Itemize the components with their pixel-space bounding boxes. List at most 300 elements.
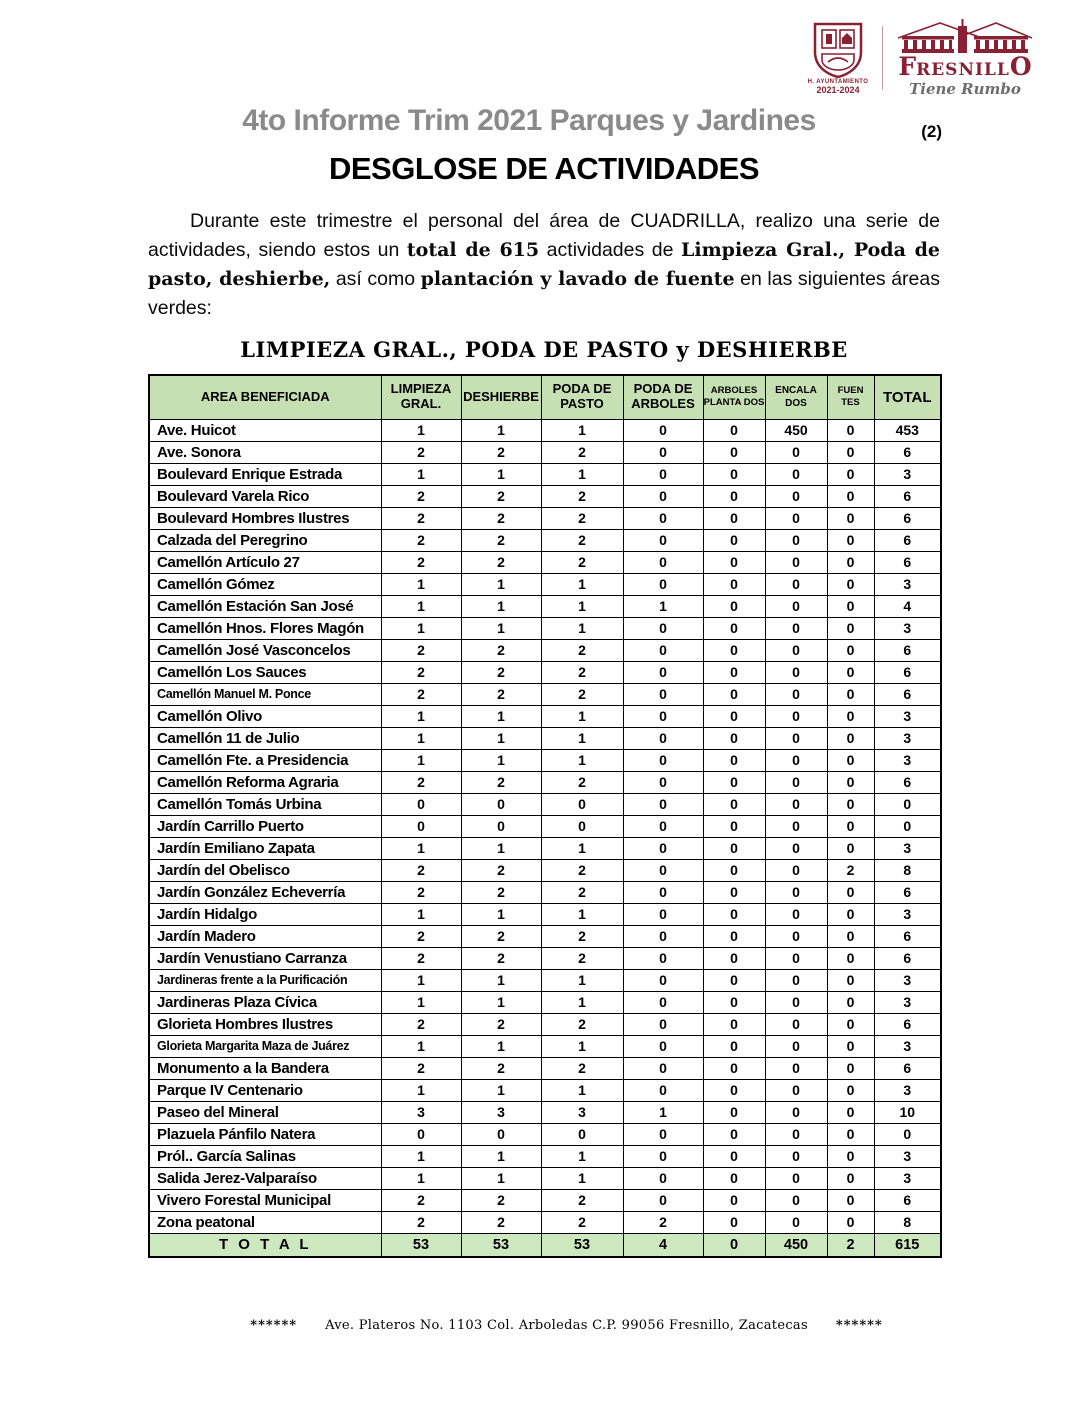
value-cell: 0 — [623, 683, 703, 705]
value-cell: 1 — [381, 969, 461, 991]
table-row — [149, 1123, 941, 1145]
area-name-cell: Glorieta Margarita Maza de Juárez — [149, 1035, 381, 1057]
value-cell: 0 — [765, 1123, 827, 1145]
value-cell: 0 — [827, 463, 874, 485]
value-cell: 0 — [703, 617, 765, 639]
value-cell: 0 — [703, 969, 765, 991]
value-cell: 0 — [623, 1079, 703, 1101]
value-cell: 2 — [541, 1211, 623, 1233]
table-row — [149, 573, 941, 595]
table-body — [149, 419, 941, 1233]
crest-shield-icon — [812, 22, 864, 78]
value-cell: 6 — [874, 1057, 941, 1079]
value-cell: 1 — [541, 837, 623, 859]
intro-paragraph — [148, 207, 940, 323]
value-cell: 0 — [623, 815, 703, 837]
value-cell: 0 — [623, 639, 703, 661]
fresnillo-logo — [798, 12, 1040, 104]
table-row — [149, 815, 941, 837]
value-cell: 0 — [703, 551, 765, 573]
value-cell: 2 — [541, 1189, 623, 1211]
value-cell: 1 — [381, 991, 461, 1013]
area-name-cell: Vivero Forestal Municipal — [149, 1189, 381, 1211]
value-cell: 0 — [623, 485, 703, 507]
value-cell: 1 — [541, 727, 623, 749]
value-cell: 0 — [765, 815, 827, 837]
value-cell: 0 — [703, 419, 765, 441]
total-value-cell: 53 — [541, 1233, 623, 1257]
value-cell: 3 — [874, 1167, 941, 1189]
value-cell: 2 — [461, 441, 541, 463]
value-cell: 0 — [623, 1013, 703, 1035]
intro-bold: plantación y lavado de fuente — [420, 268, 735, 290]
area-name-cell: Calzada del Peregrino — [149, 529, 381, 551]
value-cell: 0 — [827, 947, 874, 969]
value-cell: 4 — [874, 595, 941, 617]
area-name-cell: Camellón Gómez — [149, 573, 381, 595]
value-cell: 0 — [703, 485, 765, 507]
value-cell: 0 — [703, 925, 765, 947]
value-cell: 0 — [827, 573, 874, 595]
value-cell: 0 — [703, 1035, 765, 1057]
value-cell: 0 — [623, 1057, 703, 1079]
value-cell: 6 — [874, 925, 941, 947]
area-name-cell: Jardineras frente a la Purificación — [149, 969, 381, 991]
value-cell: 2 — [461, 947, 541, 969]
area-name-cell: Jardín Venustiano Carranza — [149, 947, 381, 969]
value-cell: 0 — [827, 749, 874, 771]
table-row — [149, 1145, 941, 1167]
value-cell: 1 — [461, 969, 541, 991]
table-row — [149, 1101, 941, 1123]
value-cell: 3 — [874, 1079, 941, 1101]
value-cell: 2 — [541, 859, 623, 881]
value-cell: 6 — [874, 485, 941, 507]
value-cell: 1 — [381, 573, 461, 595]
area-name-cell: Salida Jerez-Valparaíso — [149, 1167, 381, 1189]
value-cell: 6 — [874, 507, 941, 529]
value-cell: 2 — [381, 1013, 461, 1035]
value-cell: 0 — [827, 551, 874, 573]
area-name-cell: Camellón Reforma Agraria — [149, 771, 381, 793]
value-cell: 0 — [765, 925, 827, 947]
value-cell: 0 — [703, 771, 765, 793]
value-cell: 0 — [874, 815, 941, 837]
value-cell: 0 — [827, 485, 874, 507]
value-cell: 0 — [623, 749, 703, 771]
value-cell: 0 — [765, 441, 827, 463]
area-name-cell: Camellón Estación San José — [149, 595, 381, 617]
value-cell: 1 — [541, 463, 623, 485]
value-cell: 0 — [623, 969, 703, 991]
value-cell: 1 — [541, 903, 623, 925]
kiosk-icon — [896, 18, 1034, 56]
value-cell: 0 — [623, 793, 703, 815]
value-cell: 1 — [461, 1079, 541, 1101]
value-cell: 1 — [541, 419, 623, 441]
area-name-cell: Monumento a la Bandera — [149, 1057, 381, 1079]
value-cell: 2 — [541, 1057, 623, 1079]
value-cell: 0 — [827, 1189, 874, 1211]
value-cell: 6 — [874, 661, 941, 683]
value-cell: 450 — [765, 419, 827, 441]
value-cell: 2 — [381, 639, 461, 661]
intro-seg: en las siguientes áreas verdes: — [148, 268, 940, 319]
value-cell: 2 — [381, 441, 461, 463]
value-cell: 0 — [703, 1079, 765, 1101]
value-cell: 1 — [461, 617, 541, 639]
table-row — [149, 947, 941, 969]
value-cell: 3 — [874, 1035, 941, 1057]
value-cell: 8 — [874, 859, 941, 881]
table-row — [149, 903, 941, 925]
value-cell: 0 — [827, 617, 874, 639]
value-cell: 0 — [827, 595, 874, 617]
value-cell: 0 — [703, 991, 765, 1013]
table-row — [149, 595, 941, 617]
table-row — [149, 771, 941, 793]
value-cell: 1 — [461, 991, 541, 1013]
value-cell: 0 — [765, 837, 827, 859]
value-cell: 0 — [703, 595, 765, 617]
area-name-cell: Plazuela Pánfilo Natera — [149, 1123, 381, 1145]
value-cell: 6 — [874, 529, 941, 551]
value-cell: 0 — [874, 1123, 941, 1145]
table-row — [149, 1167, 941, 1189]
value-cell: 0 — [461, 1123, 541, 1145]
value-cell: 0 — [827, 771, 874, 793]
table-row — [149, 1189, 941, 1211]
value-cell: 0 — [765, 463, 827, 485]
value-cell: 0 — [381, 1123, 461, 1145]
value-cell: 10 — [874, 1101, 941, 1123]
table-row — [149, 441, 941, 463]
value-cell: 0 — [703, 793, 765, 815]
value-cell: 2 — [461, 529, 541, 551]
table-row — [149, 661, 941, 683]
value-cell: 1 — [541, 617, 623, 639]
value-cell: 0 — [765, 859, 827, 881]
value-cell: 0 — [827, 639, 874, 661]
value-cell: 3 — [874, 837, 941, 859]
value-cell: 2 — [541, 551, 623, 573]
value-cell: 0 — [827, 1145, 874, 1167]
value-cell: 2 — [461, 771, 541, 793]
table-row — [149, 925, 941, 947]
table-row — [149, 991, 941, 1013]
value-cell: 0 — [703, 749, 765, 771]
crest-years: 2021-2024 — [816, 84, 860, 95]
value-cell: 3 — [874, 1145, 941, 1167]
value-cell: 1 — [541, 573, 623, 595]
value-cell: 1 — [381, 419, 461, 441]
value-cell: 0 — [827, 1057, 874, 1079]
value-cell: 0 — [765, 1211, 827, 1233]
value-cell: 2 — [541, 441, 623, 463]
value-cell: 3 — [874, 727, 941, 749]
total-value-cell: 53 — [461, 1233, 541, 1257]
value-cell: 0 — [703, 639, 765, 661]
value-cell: 0 — [827, 441, 874, 463]
value-cell: 0 — [623, 947, 703, 969]
value-cell: 2 — [461, 925, 541, 947]
value-cell: 0 — [765, 881, 827, 903]
value-cell: 2 — [461, 485, 541, 507]
value-cell: 0 — [623, 859, 703, 881]
value-cell: 0 — [765, 1013, 827, 1035]
value-cell: 3 — [874, 463, 941, 485]
value-cell: 1 — [461, 1035, 541, 1057]
area-name-cell: Camellón Artículo 27 — [149, 551, 381, 573]
value-cell: 0 — [827, 837, 874, 859]
value-cell: 2 — [541, 683, 623, 705]
value-cell: 2 — [461, 1189, 541, 1211]
value-cell: 2 — [541, 925, 623, 947]
value-cell: 6 — [874, 551, 941, 573]
value-cell: 0 — [765, 705, 827, 727]
value-cell: 0 — [461, 793, 541, 815]
value-cell: 1 — [541, 1145, 623, 1167]
value-cell: 0 — [765, 661, 827, 683]
value-cell: 1 — [381, 749, 461, 771]
value-cell: 1 — [541, 1079, 623, 1101]
value-cell: 0 — [703, 881, 765, 903]
value-cell: 1 — [381, 595, 461, 617]
table-row — [149, 639, 941, 661]
table-row — [149, 793, 941, 815]
value-cell: 0 — [703, 705, 765, 727]
crest — [798, 22, 878, 95]
value-cell: 2 — [541, 771, 623, 793]
col-header-encalados: ENCALA DOS — [765, 375, 827, 419]
value-cell: 0 — [765, 969, 827, 991]
value-cell: 0 — [765, 1035, 827, 1057]
value-cell: 0 — [703, 1123, 765, 1145]
value-cell: 0 — [827, 1167, 874, 1189]
value-cell: 0 — [703, 573, 765, 595]
header-row — [149, 375, 941, 419]
total-value-cell: 0 — [703, 1233, 765, 1257]
crest-caption: H. AYUNTAMIENTO — [807, 78, 869, 85]
value-cell: 3 — [874, 903, 941, 925]
total-label-cell: T O T A L — [149, 1233, 381, 1257]
value-cell: 0 — [623, 903, 703, 925]
value-cell: 0 — [623, 1145, 703, 1167]
value-cell: 0 — [461, 815, 541, 837]
intro-seg: Durante este trimestre el personal del área de CUADRILLA, realizo una serie de actividades, siendo estos un — [148, 210, 940, 261]
value-cell: 0 — [765, 771, 827, 793]
value-cell: 0 — [827, 1211, 874, 1233]
value-cell: 0 — [765, 1145, 827, 1167]
value-cell: 1 — [381, 1079, 461, 1101]
value-cell: 2 — [381, 507, 461, 529]
area-name-cell: Ave. Huicot — [149, 419, 381, 441]
value-cell: 0 — [381, 815, 461, 837]
value-cell: 2 — [381, 551, 461, 573]
table-row — [149, 529, 941, 551]
value-cell: 0 — [765, 639, 827, 661]
value-cell: 1 — [381, 1145, 461, 1167]
value-cell: 1 — [381, 727, 461, 749]
value-cell: 453 — [874, 419, 941, 441]
value-cell: 0 — [827, 925, 874, 947]
value-cell: 1 — [381, 1167, 461, 1189]
value-cell: 0 — [827, 1101, 874, 1123]
value-cell: 0 — [703, 727, 765, 749]
value-cell: 2 — [381, 1189, 461, 1211]
value-cell: 0 — [765, 1057, 827, 1079]
value-cell: 1 — [381, 463, 461, 485]
value-cell: 2 — [461, 551, 541, 573]
value-cell: 0 — [765, 617, 827, 639]
value-cell: 2 — [541, 639, 623, 661]
value-cell: 6 — [874, 771, 941, 793]
value-cell: 3 — [874, 617, 941, 639]
value-cell: 0 — [541, 1123, 623, 1145]
area-name-cell: Jardineras Plaza Cívica — [149, 991, 381, 1013]
value-cell: 0 — [623, 661, 703, 683]
value-cell: 0 — [703, 507, 765, 529]
value-cell: 1 — [461, 903, 541, 925]
value-cell: 6 — [874, 441, 941, 463]
value-cell: 0 — [703, 1167, 765, 1189]
value-cell: 1 — [541, 969, 623, 991]
col-header-poda-pasto: PODA DE PASTO — [541, 375, 623, 419]
section-title: DESGLOSE DE ACTIVIDADES — [328, 151, 760, 186]
value-cell: 0 — [703, 683, 765, 705]
value-cell: 0 — [765, 1167, 827, 1189]
value-cell: 0 — [874, 793, 941, 815]
value-cell: 6 — [874, 1189, 941, 1211]
value-cell: 0 — [703, 1057, 765, 1079]
stars-right: ****** — [835, 1318, 883, 1333]
table-row — [149, 507, 941, 529]
area-name-cell: Camellón Hnos. Flores Magón — [149, 617, 381, 639]
value-cell: 0 — [827, 881, 874, 903]
value-cell: 1 — [461, 727, 541, 749]
value-cell: 1 — [461, 1167, 541, 1189]
page-number: (2) — [921, 122, 942, 141]
value-cell: 0 — [827, 661, 874, 683]
value-cell: 2 — [381, 683, 461, 705]
value-cell: 2 — [381, 529, 461, 551]
table-row — [149, 485, 941, 507]
value-cell: 0 — [765, 683, 827, 705]
area-name-cell: Camellón Los Sauces — [149, 661, 381, 683]
table-row — [149, 1035, 941, 1057]
area-name-cell: Boulevard Varela Rico — [149, 485, 381, 507]
address-text: Ave. Plateros No. 1103 Col. Arboledas C.P. 99056 Fresnillo, Zacatecas — [325, 1318, 808, 1333]
area-name-cell: Boulevard Hombres Ilustres — [149, 507, 381, 529]
table-row — [149, 1013, 941, 1035]
area-name-cell: Glorieta Hombres Ilustres — [149, 1013, 381, 1035]
value-cell: 0 — [623, 705, 703, 727]
value-cell: 1 — [381, 617, 461, 639]
value-cell: 2 — [623, 1211, 703, 1233]
area-name-cell: Ave. Sonora — [149, 441, 381, 463]
value-cell: 1 — [461, 749, 541, 771]
value-cell: 1 — [381, 705, 461, 727]
value-cell: 0 — [703, 815, 765, 837]
value-cell: 6 — [874, 639, 941, 661]
value-cell: 0 — [765, 551, 827, 573]
value-cell: 0 — [827, 969, 874, 991]
value-cell: 3 — [874, 969, 941, 991]
value-cell: 0 — [623, 529, 703, 551]
value-cell: 1 — [623, 595, 703, 617]
value-cell: 1 — [541, 705, 623, 727]
intro-seg: actividades de — [539, 239, 681, 261]
value-cell: 0 — [703, 1189, 765, 1211]
area-name-cell: Jardín Carrillo Puerto — [149, 815, 381, 837]
value-cell: 2 — [461, 639, 541, 661]
brand-mid: RESNILL — [916, 60, 1010, 80]
value-cell: 0 — [623, 419, 703, 441]
table-row — [149, 705, 941, 727]
value-cell: 2 — [381, 925, 461, 947]
value-cell: 0 — [623, 1167, 703, 1189]
table-footer — [149, 1233, 941, 1257]
area-name-cell: Jardín Madero — [149, 925, 381, 947]
col-header-total: TOTAL — [874, 375, 941, 419]
area-name-cell: Camellón Fte. a Presidencia — [149, 749, 381, 771]
value-cell: 0 — [703, 661, 765, 683]
total-value-cell: 450 — [765, 1233, 827, 1257]
value-cell: 1 — [461, 837, 541, 859]
table-row — [149, 551, 941, 573]
col-header-fuentes: FUEN TES — [827, 375, 874, 419]
value-cell: 2 — [381, 771, 461, 793]
table-title: LIMPIEZA GRAL., PODA DE PASTO y DESHIERBE — [240, 337, 848, 362]
value-cell: 1 — [541, 991, 623, 1013]
value-cell: 0 — [765, 573, 827, 595]
value-cell: 0 — [765, 1101, 827, 1123]
value-cell: 0 — [765, 507, 827, 529]
value-cell: 0 — [765, 991, 827, 1013]
intro-seg: así como — [330, 268, 421, 290]
value-cell: 0 — [765, 793, 827, 815]
brand-initial: F — [898, 52, 917, 81]
area-name-cell: Jardín González Echeverría — [149, 881, 381, 903]
value-cell: 0 — [827, 1013, 874, 1035]
table-header — [149, 375, 941, 419]
value-cell: 0 — [827, 991, 874, 1013]
area-name-cell: Camellón Olivo — [149, 705, 381, 727]
value-cell: 0 — [703, 903, 765, 925]
value-cell: 0 — [703, 1145, 765, 1167]
value-cell: 1 — [381, 837, 461, 859]
value-cell: 2 — [461, 507, 541, 529]
area-name-cell: Camellón José Vasconcelos — [149, 639, 381, 661]
value-cell: 0 — [703, 837, 765, 859]
table-row — [149, 1079, 941, 1101]
value-cell: 1 — [461, 573, 541, 595]
value-cell: 0 — [827, 727, 874, 749]
value-cell: 0 — [623, 573, 703, 595]
value-cell: 2 — [461, 683, 541, 705]
value-cell: 0 — [703, 859, 765, 881]
value-cell: 0 — [703, 1013, 765, 1035]
value-cell: 0 — [703, 1101, 765, 1123]
value-cell: 2 — [461, 1211, 541, 1233]
value-cell: 2 — [461, 661, 541, 683]
value-cell: 0 — [623, 925, 703, 947]
value-cell: 0 — [623, 837, 703, 859]
value-cell: 8 — [874, 1211, 941, 1233]
col-header-area: AREA BENEFICIADA — [149, 375, 381, 419]
value-cell: 6 — [874, 947, 941, 969]
value-cell: 0 — [765, 749, 827, 771]
